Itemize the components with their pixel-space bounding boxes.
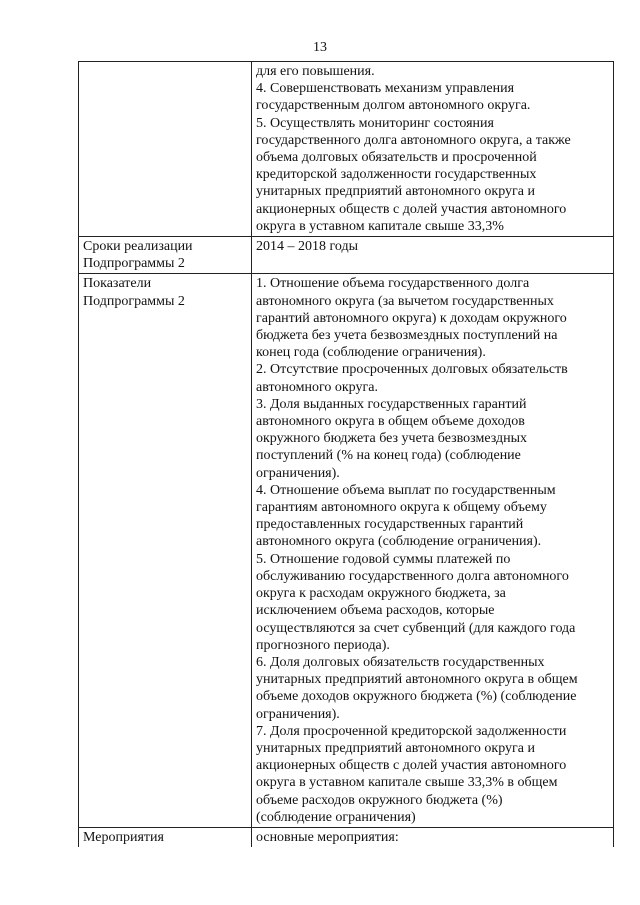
- row-content-cell: [252, 827, 614, 847]
- row-content-line: прогнозного периода).: [256, 637, 390, 653]
- row-content-line: объеме доходов окружного бюджета (%) (соблюдение: [256, 689, 577, 705]
- row-content-line: акционерных обществ с долей участия автономного: [256, 201, 567, 217]
- page-number: 13: [313, 40, 327, 55]
- row-content-line: объема долговых обязательств и просроченной: [256, 150, 537, 166]
- row-label-line: Подпрограммы 2: [83, 293, 185, 309]
- row-content-line: унитарных предприятий автономного округа и: [256, 740, 536, 756]
- row-content-line: конец года (соблюдение ограничения).: [256, 345, 486, 361]
- row-content-line: округа к расходам окружного бюджета, за: [256, 586, 506, 602]
- subprogram-passport-table: [78, 61, 614, 847]
- row-content-line: ограничения).: [256, 706, 340, 722]
- row-label-line: Подпрограммы 2: [83, 256, 185, 272]
- row-content-line: округа в уставном капитале свыше 33,3%: [256, 218, 504, 234]
- row-content-line: автономного округа (соблюдение ограничения).: [256, 534, 542, 550]
- row-content-line: 5. Отношение годовой суммы платежей по: [256, 551, 511, 567]
- row-content-line: объеме расходов окружного бюджета (%): [256, 792, 503, 808]
- row-label-line: Сроки реализации: [83, 239, 193, 255]
- row-content-line: государственным долгом автономного округа.: [256, 98, 531, 114]
- row-content-line: основные мероприятия:: [256, 829, 399, 845]
- row-content-line: 4. Отношение объема выплат по государственным: [256, 482, 556, 498]
- row-content-line: кредиторской задолженности государственных: [256, 167, 537, 183]
- row-content-line: автономного округа в общем объеме доходов: [256, 414, 525, 430]
- row-content-line: (соблюдение ограничения): [256, 809, 416, 825]
- row-content-line: исключением объема расходов, которые: [256, 603, 495, 619]
- row-content-line: ограничения).: [256, 465, 340, 481]
- row-content-line: поступлений (% на конец года) (соблюдение: [256, 448, 521, 464]
- row-content-cell: [252, 237, 614, 274]
- row-content-line: для его повышения.: [256, 64, 375, 79]
- table-row-goals-continuation: [79, 62, 614, 237]
- row-content-line: унитарных предприятий автономного округа и: [256, 184, 536, 200]
- row-content-line: акционерных обществ с долей участия автономного: [256, 758, 567, 774]
- row-content-line: 3. Доля выданных государственных гарантий: [256, 396, 527, 412]
- row-content-line: осуществляются за счет субвенций (для каждого года: [256, 620, 576, 636]
- row-label-cell: [79, 274, 252, 828]
- row-content-line: гарантиям автономного округа к общему объему: [256, 500, 547, 516]
- row-content-line: автономного округа (за вычетом государственных: [256, 293, 554, 309]
- row-content-line: обслуживанию государственного долга автономного: [256, 568, 569, 584]
- row-content-line: гарантий автономного округа) к доходам окружного: [256, 310, 567, 326]
- row-content-line: 5. Осуществлять мониторинг состояния: [256, 115, 494, 131]
- row-content-line: 2014 – 2018 годы: [256, 239, 359, 255]
- row-content-line: 7. Доля просроченной кредиторской задолженности: [256, 723, 567, 739]
- row-content-cell: [252, 62, 614, 237]
- table-row-activities: [79, 827, 614, 847]
- table-body: [79, 62, 614, 848]
- row-content-line: бюджета без учета безвозмездных поступлений на: [256, 328, 558, 344]
- row-content-line: предоставленных государственных гарантий: [256, 517, 524, 533]
- row-content-line: округа в уставном капитале свыше 33,3% в общем: [256, 775, 558, 791]
- row-content-line: унитарных предприятий автономного округа в общем: [256, 672, 578, 688]
- row-content-line: автономного округа.: [256, 379, 378, 395]
- row-label-cell: [79, 827, 252, 847]
- row-label-line: Показатели: [83, 276, 152, 292]
- row-content-line: 2. Отсутствие просроченных долговых обязательств: [256, 362, 568, 378]
- table-row-implementation-period: [79, 237, 614, 274]
- row-content-cell: [252, 274, 614, 828]
- row-content-line: государственного долга автономного округа, а также: [256, 132, 571, 148]
- row-label-cell: [79, 62, 252, 237]
- row-label-cell: [79, 237, 252, 274]
- row-content-line: 1. Отношение объема государственного долга: [256, 276, 530, 292]
- row-content-line: 4. Совершенствовать механизм управления: [256, 81, 515, 97]
- row-content-line: 6. Доля долговых обязательств государственных: [256, 654, 545, 670]
- row-label-line: Мероприятия: [83, 829, 164, 845]
- row-content-line: окружного бюджета без учета безвозмездных: [256, 431, 528, 447]
- table-row-indicators: [79, 274, 614, 828]
